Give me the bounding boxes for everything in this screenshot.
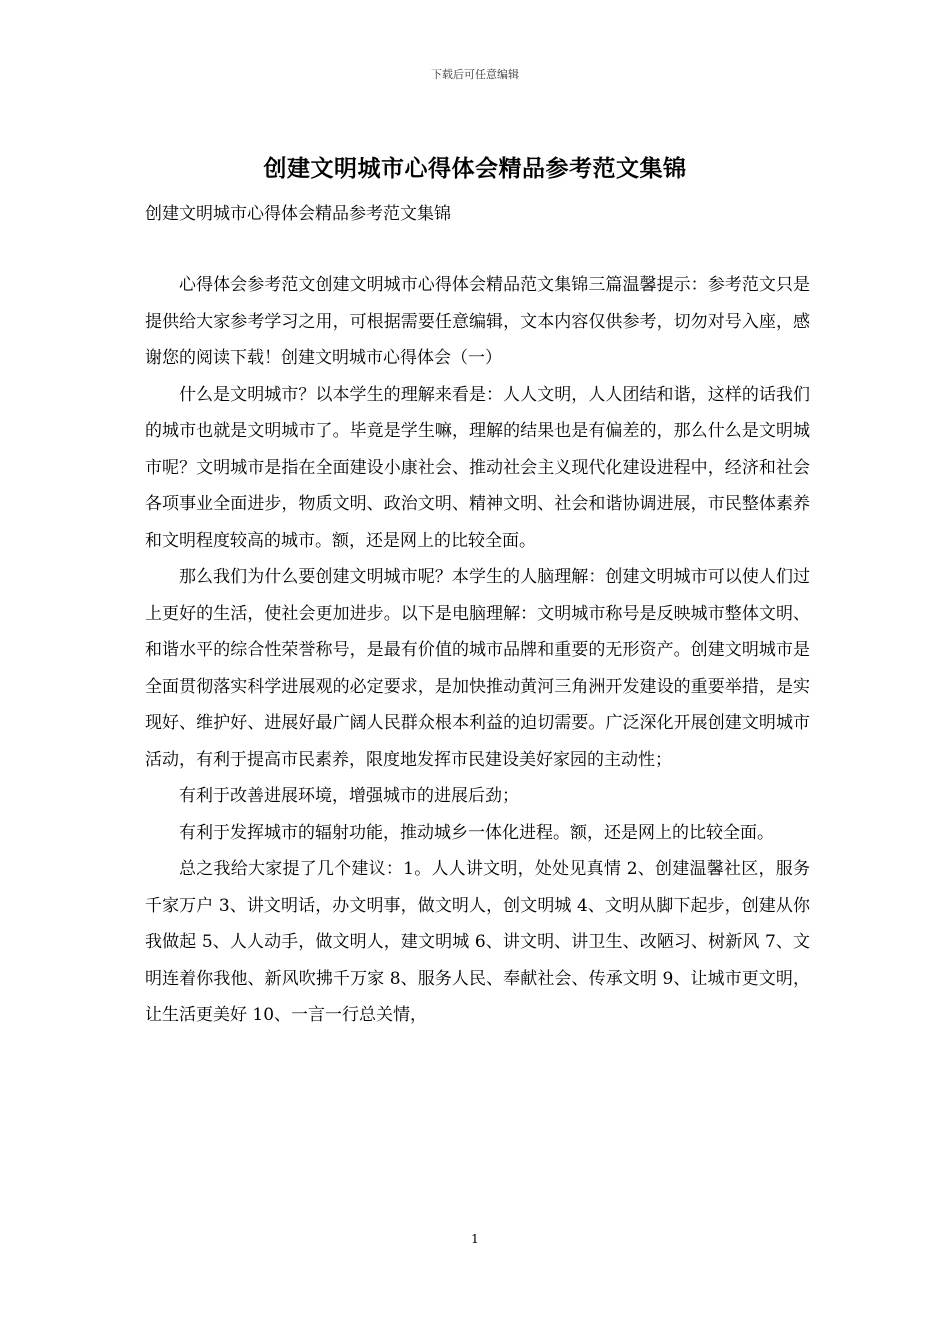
intro-collection-title: 创建文明城市心得体会精品范文集锦三篇 xyxy=(315,275,623,295)
body-paragraph: 有利于发挥城市的辐射功能，推动城乡一体化进程。额，还是网上的比较全面。 xyxy=(179,822,774,843)
intro-notice: 温馨提示：参考范文只是提供给大家参考学习之用，可根据需要任意编辑，文本内容仅供参考，切勿对号入座，感谢您的阅读下载！ xyxy=(145,275,811,368)
intro-label: 心得体会参考范文 xyxy=(179,275,316,295)
body-paragraph: 那么我们为什么要创建文明城市呢？本学生的人脑理解：创建文明城市可以使人们过上更好的生活，使社会更加进步。以下是电脑理解：文明城市称号是反映城市整体文明、和谐水平的综合性荣誉称号，是最有价值的城市品牌和重要的无形资产。创建文明城市是全面贯彻落实科学进展观的必定要求，是加快推动黄河三角洲开发建设的重要举措，是实现好、维护好、进展好最广阔人民群众根本利益的迫切需要。广泛深化开展创建文明城市活动，有利于提高市民素养，限度地发挥市民建设美好家园的主动性； xyxy=(145,567,810,770)
intro-section-heading: 创建文明城市心得体会（一） xyxy=(281,348,502,368)
page-number: 1 xyxy=(471,1232,479,1246)
body-paragraph: 有利于改善进展环境，增强城市的进展后劲； xyxy=(179,786,519,806)
body-paragraph: 什么是文明城市？以本学生的理解来看是：人人文明，人人团结和谐，这样的话我们的城市也就是文明城市了。毕竟是学生嘛，理解的结果也是有偏差的，那么什么是文明城市呢？文明城市是指在全面建设小康社会、推动社会主义现代化建设进程中，经济和社会各项事业全面进步，物质文明、政治文明、精神文明、社会和谐协调进展，市民整体素养和文明程度较高的城市。额，还是网上的比较全面。 xyxy=(145,384,810,551)
document-title: 创建文明城市心得体会精品参考范文集锦 xyxy=(263,155,687,182)
intro-paragraph xyxy=(145,267,810,377)
page-header-note: 下载后可任意编辑 xyxy=(431,68,519,81)
document-subtitle: 创建文明城市心得体会精品参考范文集锦 xyxy=(145,204,451,224)
body-paragraph: 总之我给大家提了几个建议：1。人人讲文明，处处见真情 2、创建温馨社区，服务千家万户 3、讲文明话，办文明事，做文明人，创文明城 4、文明从脚下起步，创建从你我做起 5、人人动手，做文明人，建文明城 6、讲文明、讲卫生、改陋习、树新风 7、文明连着你我他、新风吹拂千万家 8、服务人民、奉献社会、传承文明 9、让城市更文明，让生活更美好 10、一言一行总关情， xyxy=(145,859,810,1025)
document-body xyxy=(145,267,810,1034)
